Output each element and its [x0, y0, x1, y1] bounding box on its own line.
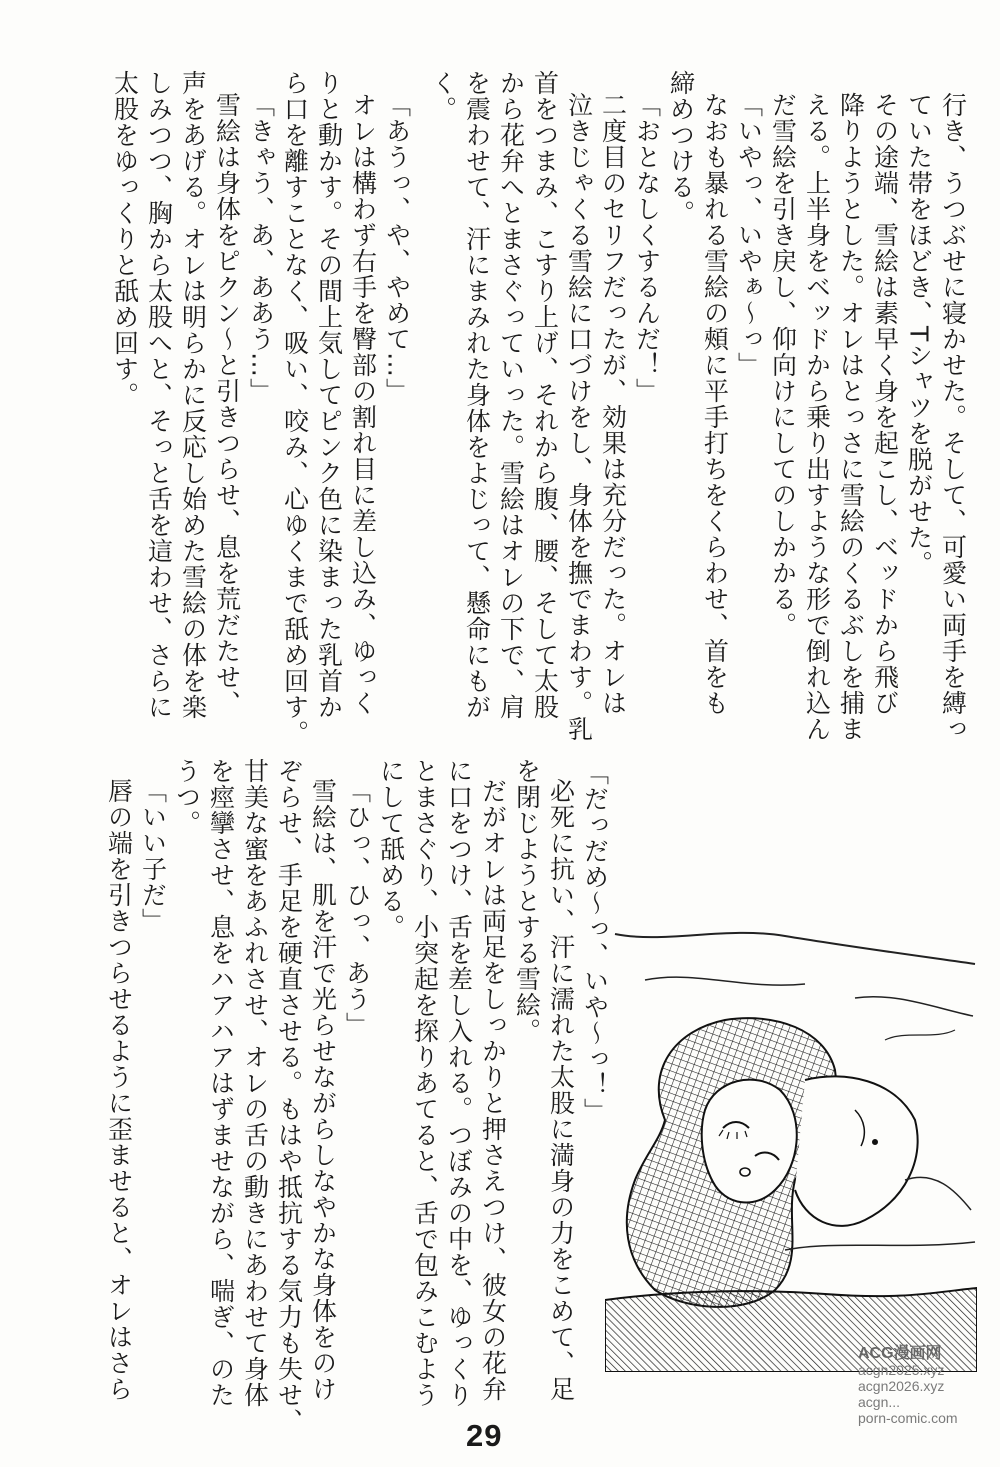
lower-column-5: に口をつけ、舌を差し入れる。つぼみの中を、ゆっくり: [444, 758, 474, 1408]
upper-column-17: 「あうっ、や、やめて…」: [382, 92, 412, 404]
page-number: 29: [466, 1418, 503, 1453]
upper-column-24: しみつつ、胸から太股へと、そっと舌を這わせ、さらに: [144, 70, 174, 720]
upper-column-12: 泣きじゃくる雪絵に口づけをし、身体を撫でまわす。乳: [564, 92, 594, 742]
lower-column-6: とまさぐり、小突起を探りあてると、舌で包みこむよう: [410, 758, 440, 1408]
upper-column-22: 雪絵は身体をピクン～と引きつらせ、息を荒だたせ、: [212, 92, 242, 716]
watermark-line: acgn2025.xyz: [858, 1362, 945, 1378]
upper-column-5: える。上半身をベッドから乗り出すような形で倒れ込ん: [802, 92, 832, 742]
upper-column-1: 行き、うつぶせに寝かせた。そして、可愛い両手を縛っ: [938, 92, 968, 742]
upper-column-21: 「きゃう、あ、ああう…」: [246, 92, 276, 404]
lower-column-7: にして舐める。: [376, 758, 406, 940]
lower-column-10: ぞらせ、手足を硬直させる。もはや抵抗する気力も失せ、: [274, 758, 304, 1434]
upper-column-10: 「おとなしくするんだ！」: [632, 92, 662, 404]
lower-column-4: だがオレは両足をしっかりと押さえつけ、彼女の花弁: [478, 778, 508, 1402]
upper-column-7: 「いやっ、いやぁ～っ」: [734, 92, 764, 378]
upper-column-2: ていた帯をほどき、Tシャツを脱がせた。: [904, 92, 934, 577]
lower-column-9: 雪絵は、肌を汗で光らせながらしなやかな身体をのけ: [308, 778, 338, 1402]
upper-column-25: 太股をゆっくりと舐め回す。: [110, 70, 140, 408]
lower-column-8: 「ひっ、ひっ、あう」: [342, 778, 372, 1038]
lower-column-11: 甘美な蜜をあふれさせ、オレの舌の動きにあわせて身体: [240, 758, 270, 1408]
upper-column-6: だ雪絵を引き戻し、仰向けにしてのしかかる。: [768, 92, 798, 638]
lower-column-14: 「いい子だ」: [138, 778, 168, 934]
sleeping-girl-sketch-icon: [605, 920, 977, 1372]
watermark-line: acgn...: [858, 1394, 901, 1410]
lower-column-13: うつ。: [172, 758, 202, 836]
watermark-line: porn-comic.com: [858, 1410, 958, 1426]
upper-column-8: なおも暴れる雪絵の頰に平手打ちをくらわせ、首をも: [700, 92, 730, 716]
upper-column-4: 降りようとした。オレはとっさに雪絵のくるぶしを捕ま: [836, 92, 866, 742]
watermark: [858, 1346, 958, 1426]
upper-column-19: りと動かす。その間上気してピンク色に染まった乳首か: [314, 70, 344, 720]
lower-column-2: 必死に抗い、汗に濡れた太股に満身の力をこめて、足: [546, 778, 576, 1402]
watermark-brand: ACG漫画网: [858, 1345, 942, 1362]
upper-column-9: 締めつける。: [666, 70, 696, 226]
upper-column-23: 声をあげる。オレは明らかに反応し始めた雪絵の体を楽: [178, 70, 208, 720]
upper-column-20: ら口を離すことなく、吸い、咬み、心ゆくまで舐め回す。: [280, 70, 310, 746]
upper-column-15: を震わせて、汗にまみれた身体をよじって、懸命にもが: [462, 70, 492, 720]
upper-column-3: その途端、雪絵は素早く身を起こし、ベッドから飛び: [870, 92, 900, 716]
upper-column-13: 首をつまみ、こすり上げ、それから腹、腰、そして太股: [530, 70, 560, 720]
upper-column-14: から花弁へとまさぐっていった。雪絵はオレの下で、肩: [496, 70, 526, 720]
lower-column-12: を痙攣させ、息をハアハアはずませながら、喘ぎ、のた: [206, 758, 236, 1408]
upper-column-16: く。: [428, 70, 458, 122]
watermark-line: acgn2026.xyz: [858, 1378, 945, 1394]
lower-column-1: 「だっだめ～っ、いや～っ！」: [580, 760, 610, 1124]
lower-column-3: を閉じようとする雪絵。: [512, 758, 542, 1044]
upper-column-18: オレは構わず右手を臀部の割れ目に差し込み、ゆっく: [348, 92, 378, 716]
upper-column-11: 二度目のセリフだったが、効果は充分だった。オレは: [598, 92, 628, 716]
lower-column-15: 唇の端を引きつらせるように歪ませると、オレはさら: [104, 778, 134, 1402]
